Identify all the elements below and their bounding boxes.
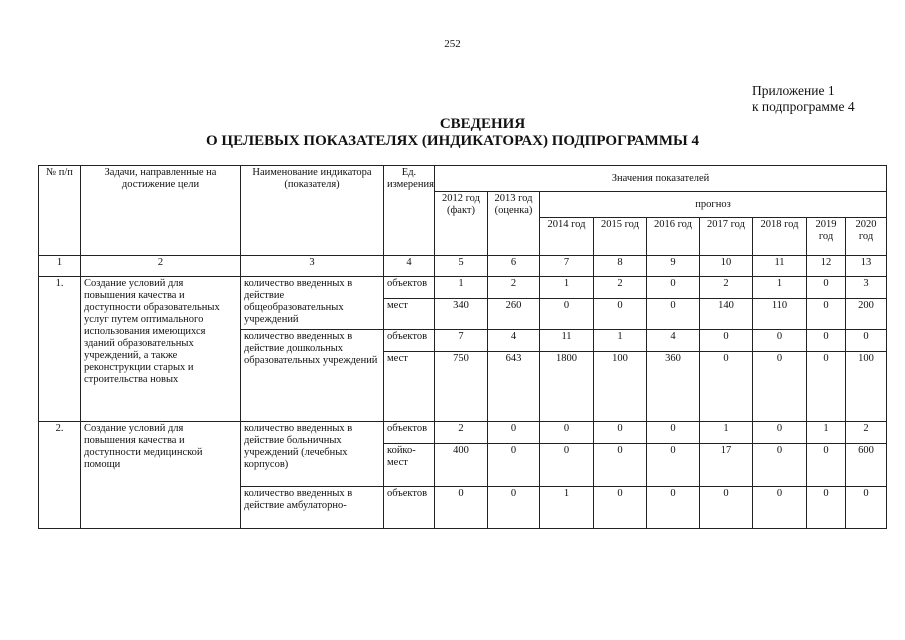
- indicator-name: количество введенных в действие больничных учреждений (лечебных корпусов): [241, 422, 384, 487]
- column-number: 9: [647, 256, 700, 277]
- value-cell: 0: [594, 299, 647, 330]
- title-line-1: СВЕДЕНИЯ: [439, 116, 526, 132]
- value-cell: 100: [594, 352, 647, 422]
- unit-cell: объектов: [384, 422, 435, 444]
- header-year-2015: 2015 год: [594, 218, 647, 256]
- value-cell: 200: [846, 299, 887, 330]
- header-task: Задачи, направленные на достижение цели: [81, 166, 241, 256]
- value-cell: 0: [435, 487, 488, 529]
- column-number: 11: [753, 256, 807, 277]
- value-cell: 2: [700, 277, 753, 299]
- appendix-line-2: к подпрограмме 4: [752, 99, 855, 114]
- header-indicator: Наименование индикатора (показателя): [241, 166, 384, 256]
- row-number: 1.: [39, 277, 81, 422]
- header-num: № п/п: [39, 166, 81, 256]
- unit-cell: мест: [384, 299, 435, 330]
- value-cell: 4: [488, 330, 540, 352]
- table-row: [39, 277, 887, 299]
- header-year-2016: 2016 год: [647, 218, 700, 256]
- value-cell: 0: [846, 330, 887, 352]
- value-cell: 0: [594, 444, 647, 487]
- value-cell: 0: [647, 422, 700, 444]
- value-cell: 4: [647, 330, 700, 352]
- value-cell: 3: [846, 277, 887, 299]
- indicator-name: количество введенных в действие амбулаторно-: [241, 487, 384, 529]
- value-cell: 0: [807, 330, 846, 352]
- column-number: 8: [594, 256, 647, 277]
- document-title: [0, 116, 905, 150]
- value-cell: 0: [647, 487, 700, 529]
- header-year-2018: 2018 год: [753, 218, 807, 256]
- value-cell: 17: [700, 444, 753, 487]
- value-cell: 0: [594, 422, 647, 444]
- column-number: 12: [807, 256, 846, 277]
- unit-cell: объектов: [384, 487, 435, 529]
- column-number: 10: [700, 256, 753, 277]
- value-cell: 11: [540, 330, 594, 352]
- value-cell: 140: [700, 299, 753, 330]
- value-cell: 0: [647, 277, 700, 299]
- header-year-2020: 2020 год: [846, 218, 887, 256]
- value-cell: 0: [488, 444, 540, 487]
- row-number: 2.: [39, 422, 81, 529]
- value-cell: 0: [753, 352, 807, 422]
- title-line-2: О ЦЕЛЕВЫХ ПОКАЗАТЕЛЯХ (ИНДИКАТОРАХ) ПОДПРОГРАММЫ 4: [206, 133, 699, 149]
- value-cell: 260: [488, 299, 540, 330]
- value-cell: 0: [700, 352, 753, 422]
- column-number: 4: [384, 256, 435, 277]
- value-cell: 0: [807, 299, 846, 330]
- value-cell: 0: [540, 299, 594, 330]
- page-number: 252: [444, 38, 461, 50]
- value-cell: 0: [488, 422, 540, 444]
- header-year-2019: 2019 год: [807, 218, 846, 256]
- value-cell: 0: [807, 352, 846, 422]
- column-number: 3: [241, 256, 384, 277]
- value-cell: 0: [846, 487, 887, 529]
- value-cell: 0: [540, 444, 594, 487]
- value-cell: 0: [807, 277, 846, 299]
- value-cell: 0: [753, 422, 807, 444]
- task-cell: Создание условий для повышения качества и доступности образовательных услуг путем оптимального использования имеющихся зданий образовательных учреждений, а также реконструкции старых и строительства новых: [81, 277, 241, 422]
- appendix-caption: [752, 83, 855, 115]
- value-cell: 1: [540, 487, 594, 529]
- value-cell: 1: [594, 330, 647, 352]
- task-cell: Создание условий для повышения качества и доступности медицинской помощи: [81, 422, 241, 529]
- value-cell: 0: [700, 487, 753, 529]
- column-number: 13: [846, 256, 887, 277]
- appendix-line-1: Приложение 1: [752, 83, 835, 98]
- value-cell: 110: [753, 299, 807, 330]
- value-cell: 750: [435, 352, 488, 422]
- value-cell: 0: [540, 422, 594, 444]
- value-cell: 1: [753, 277, 807, 299]
- value-cell: 1800: [540, 352, 594, 422]
- value-cell: 0: [647, 299, 700, 330]
- value-cell: 0: [700, 330, 753, 352]
- unit-cell: объектов: [384, 330, 435, 352]
- unit-cell: койко-мест: [384, 444, 435, 487]
- value-cell: 100: [846, 352, 887, 422]
- header-year-2012: 2012 год (факт): [435, 192, 488, 256]
- value-cell: 400: [435, 444, 488, 487]
- indicators-table: [38, 165, 887, 529]
- value-cell: 2: [435, 422, 488, 444]
- value-cell: 1: [435, 277, 488, 299]
- column-number: 1: [39, 256, 81, 277]
- value-cell: 1: [540, 277, 594, 299]
- header-year-2013: 2013 год (оценка): [488, 192, 540, 256]
- table-body: [39, 277, 887, 529]
- value-cell: 643: [488, 352, 540, 422]
- value-cell: 2: [488, 277, 540, 299]
- value-cell: 0: [753, 487, 807, 529]
- value-cell: 1: [807, 422, 846, 444]
- value-cell: 7: [435, 330, 488, 352]
- indicator-name: количество введенных в действие общеобразовательных учреждений: [241, 277, 384, 330]
- column-number: 7: [540, 256, 594, 277]
- header-unit: Ед. измерения: [384, 166, 435, 256]
- value-cell: 0: [488, 487, 540, 529]
- value-cell: 0: [753, 330, 807, 352]
- unit-cell: объектов: [384, 277, 435, 299]
- value-cell: 1: [700, 422, 753, 444]
- value-cell: 0: [807, 487, 846, 529]
- unit-cell: мест: [384, 352, 435, 422]
- value-cell: 2: [594, 277, 647, 299]
- header-year-2017: 2017 год: [700, 218, 753, 256]
- value-cell: 0: [647, 444, 700, 487]
- value-cell: 0: [594, 487, 647, 529]
- table-row: [39, 422, 887, 444]
- column-number: 6: [488, 256, 540, 277]
- value-cell: 2: [846, 422, 887, 444]
- value-cell: 360: [647, 352, 700, 422]
- header-forecast: прогноз: [540, 192, 887, 218]
- value-cell: 0: [807, 444, 846, 487]
- column-number-row: [39, 256, 887, 277]
- column-number: 2: [81, 256, 241, 277]
- header-values: Значения показателей: [435, 166, 887, 192]
- column-number: 5: [435, 256, 488, 277]
- value-cell: 0: [753, 444, 807, 487]
- value-cell: 340: [435, 299, 488, 330]
- indicator-name: количество введенных в действие дошкольных образовательных учреждений: [241, 330, 384, 422]
- header-year-2014: 2014 год: [540, 218, 594, 256]
- value-cell: 600: [846, 444, 887, 487]
